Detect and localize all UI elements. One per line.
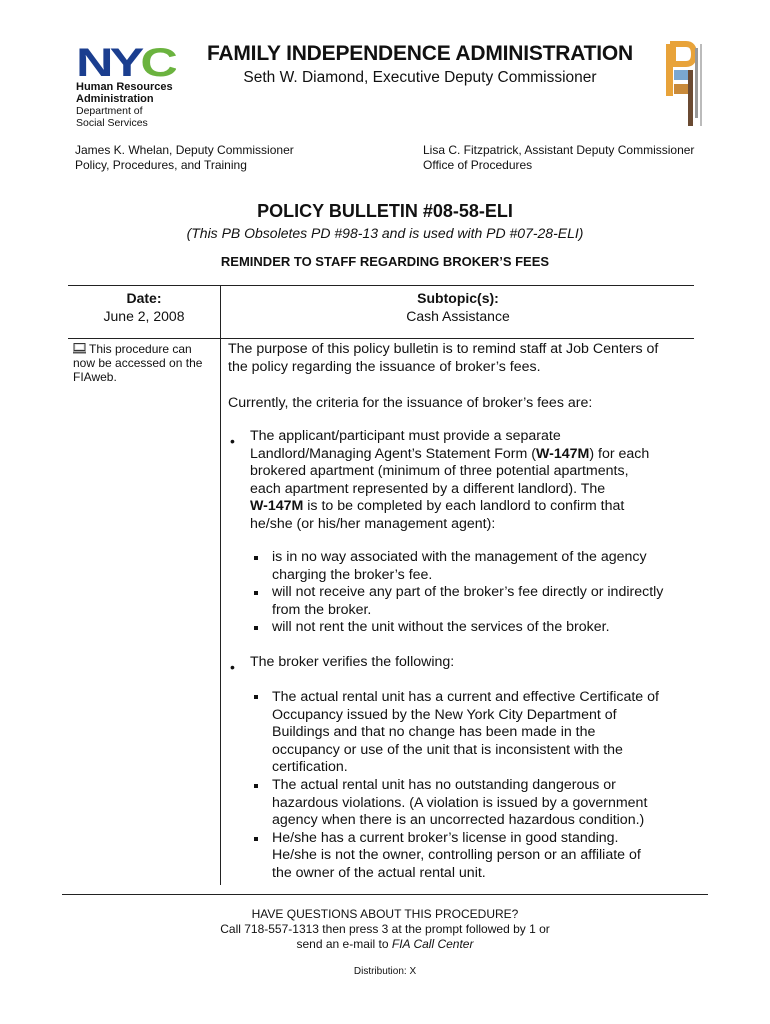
subtopic-block [222,289,694,325]
bullet-dot-2: • [230,659,235,675]
sub-1b-line-2: from the broker. [272,601,372,618]
intro-line-2: the policy regarding the issuance of broker’s fees. [228,358,541,375]
side-note-line-2: now be accessed on the [73,356,203,370]
reminder-heading: REMINDER TO STAFF REGARDING BROKER’S FEES [220,254,550,269]
sub-1a-line-1: is in no way associated with the management of the agency [272,549,647,565]
square-bullet-2a [254,695,258,699]
top-rule [68,285,694,286]
bullet-1-line-4: each apartment represented by a different landlord). The [250,480,606,497]
sub-2a-line-4: occupancy or use of the unit that is inconsistent with the [272,741,623,758]
hra-line-1: Human Resources [76,81,173,93]
bullet-2 [250,654,700,672]
bullet-1-line-6: he/she (or his/her management agent): [250,515,496,532]
assistant-deputy-commissioner-name: Lisa C. Fitzpatrick, Assistant Deputy Commissioner [423,143,695,157]
footer-phone: Call 718-557-1313 then press 3 at the prompt followed by 1 or [220,922,550,936]
sub-2a-line-1: The actual rental unit has a current and effective Certificate of [272,689,659,705]
dss-line-1: Department of [76,105,143,117]
bullet-1 [250,428,700,534]
distribution: Distribution: X [353,966,417,977]
side-note-line-3: FIAweb. [73,370,117,384]
bullet-1-line-5b: is to be completed by each landlord to confirm that [303,498,625,515]
footer [0,907,770,952]
bullet-1-line-2b: ) for each [589,445,650,462]
sub-2b-line-3: agency when there is an uncorrected hazardous condition.) [272,812,645,829]
pai-logo [664,40,710,130]
intro-line-1: The purpose of this policy bulletin is to remind staff at Job Centers of [228,341,659,357]
computer-icon [73,343,86,354]
hra-line-2: Administration [76,93,154,105]
square-bullet-1c [254,626,258,630]
square-bullet-2c [254,837,258,841]
agency-name: FAMILY INDEPENDENCE ADMINISTRATION [206,42,634,65]
assistant-deputy-commissioner-block [423,143,694,173]
nyc-logo-text: N Y C [76,44,167,78]
sub-2c-line-1: He/she has a current broker’s license in good standing. [272,829,619,846]
bullet-1-line-5 [250,498,700,516]
bulletin-heading [0,201,770,241]
footer-email-prefix: send an e-mail to [296,937,392,951]
bulletin-title: POLICY BULLETIN #08-58-ELI [257,201,513,221]
sub-2b-line-1: The actual rental unit has no outstanding dangerous or [272,776,616,793]
bulletin-subtitle: (This PB Obsoletes PD #98-13 and is used with PD #07-28-ELI) [186,225,584,241]
agency-header [160,42,680,87]
square-bullet-2b [254,784,258,788]
sub-2b-line-2: hazardous violations. (A violation is issued by a government [272,794,648,811]
fia-call-center-link[interactable]: FIA Call Center [391,937,474,951]
intro-paragraph [228,341,698,376]
form-code-2: W-147M [250,498,304,515]
meta-rule [68,338,694,339]
deputy-commissioner-name: James K. Whelan, Deputy Commissioner [75,143,294,157]
dss-line-2: Social Services [76,117,148,129]
sub-bullets-2 [272,689,702,883]
pai-logo-graphic [664,40,710,130]
commissioner-line: Seth W. Diamond, Executive Deputy Commissioner [243,69,597,86]
bottom-rule [62,894,708,895]
footer-question: HAVE QUESTIONS ABOUT THIS PROCEDURE? [251,907,519,921]
footer-email [0,937,770,952]
sub-2a-line-5: certification. [272,759,348,776]
sub-2a-line-3: Buildings and that no change has been made in the [272,724,596,741]
date-block [70,289,218,325]
square-bullet-1b [254,591,258,595]
criteria-paragraph [228,395,698,413]
date-label: Date: [126,290,162,306]
square-bullet-1a [254,556,258,560]
deputy-commissioner-office: Policy, Procedures, and Training [75,158,247,172]
side-note-line-1: This procedure can [89,342,192,356]
deputy-commissioner-block [75,143,294,173]
bullet-1-line-3: brokered apartment (minimum of three potential apartments, [250,463,629,480]
column-divider [220,285,221,885]
assistant-deputy-commissioner-office: Office of Procedures [423,158,533,172]
subtopic-value: Cash Assistance [406,308,510,324]
sub-2c-line-2: He/she is not the owner, controlling person or an affiliate of [272,847,641,864]
subtopic-label: Subtopic(s): [417,290,499,306]
criteria-line: Currently, the criteria for the issuance of broker’s fees are: [228,395,593,411]
side-note [73,342,218,384]
sub-1b-line-1: will not receive any part of the broker’s fee directly or indirectly [272,584,664,601]
sub-2a-line-2: Occupancy issued by the New York City Department of [272,706,617,723]
sub-2c-line-3: the owner of the actual rental unit. [272,864,486,881]
bullet-dot-1: • [230,433,235,449]
date-value: June 2, 2008 [103,308,185,324]
bullet-1-line-2 [250,446,700,464]
form-code: W-147M [536,445,590,462]
bullet-1-line-1: The applicant/participant must provide a separate [250,428,561,444]
bullet-2-line: The broker verifies the following: [250,654,455,670]
sub-1a-line-2: charging the broker’s fee. [272,566,433,583]
bullet-1-line-2a: Landlord/Managing Agent’s Statement Form ( [250,445,537,462]
sub-1c-line-1: will not rent the unit without the services of the broker. [272,619,610,636]
sub-bullets-1 [272,549,702,637]
